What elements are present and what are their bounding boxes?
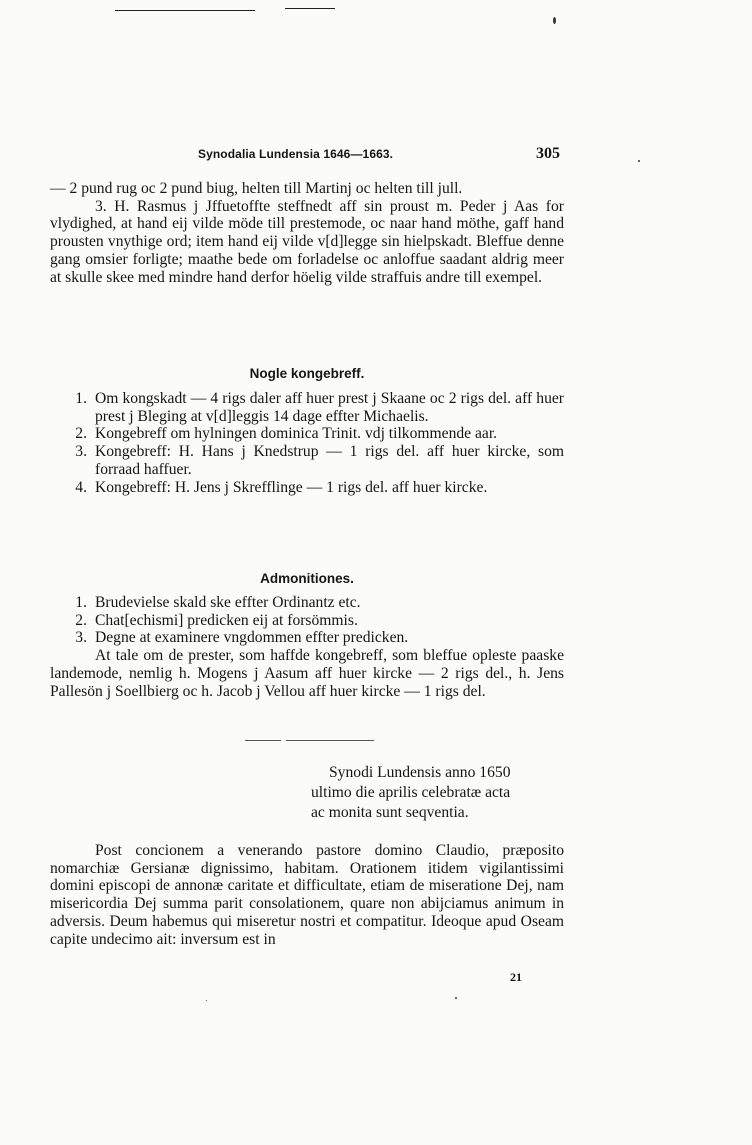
kongebreff-list [50, 390, 564, 496]
admonitiones-list [50, 594, 564, 700]
item-text: Chat[echismi] predicken eij at forsömmis. [95, 611, 358, 629]
opening-paragraph: — 2 pund rug oc 2 pund biug, helten till Martinj oc helten till jull. [50, 180, 463, 197]
scan-speck [638, 160, 640, 162]
synod-1650-title [311, 763, 567, 823]
item-text: Om kongskadt — 4 rigs daler aff huer prest j Skaane oc 2 rigs del. aff huer prest j Bleging at v[d]leggis 14 dage effter Michaelis. [95, 390, 564, 425]
item-number: 3. [75, 443, 87, 461]
list-item [50, 612, 564, 630]
synod-title-line: Synodi Lundensis anno 1650 [329, 764, 511, 781]
list-item [50, 594, 564, 612]
running-title: Synodalia Lundensia 1646—1663. [198, 147, 394, 161]
list-item [50, 629, 564, 647]
scan-speck [455, 997, 457, 999]
scan-speck [206, 1000, 207, 1001]
synod-title-line: ultimo die aprilis celebratæ acta [311, 784, 511, 801]
scan-artifact-line [285, 8, 335, 9]
item-text: Brudevielse skald ske effter Ordinantz etc. [95, 594, 361, 611]
item-number: 2. [75, 611, 87, 629]
admonitiones-heading: Admonitiones. [260, 571, 354, 586]
page-number: 305 [536, 145, 560, 162]
item-text: Kongebreff: H. Jens j Skrefflinge — 1 rigs del. aff huer kircke. [95, 478, 488, 496]
list-item [50, 479, 564, 497]
admonitiones-closing: At tale om de prester, som haffde kongebreff, som bleffue opleste paaske landemode, nemlig h. Mogens j Aasum aff huer kircke — 2 rigs del., h. Jens Pallesön j Soellbierg oc h. Jacob j Vellou aff huer kircke — 1 rigs del. [50, 647, 564, 700]
item3-paragraph: 3. H. Rasmus j Jffuetoffte steffnedt aff sin proust m. Peder j Aas for vlydighed, at hand eij vilde möde till prestemode, oc naar hand möthe, gaff hand prousten vnythige ord; item hand eij vilde v[d]legge sin hielpskadt. Bleffue denne gang omsier forligte; maathe bede om forladelse oc anloffue saadant aldrig meer at skulle skee med mindre hand derfor höelig vilde straffuis andre till exempel. [50, 197, 564, 286]
list-item [50, 390, 564, 425]
section-divider [245, 740, 281, 741]
scan-speck [553, 17, 556, 24]
synod-1650-text [50, 842, 564, 948]
text-block-top [50, 180, 564, 286]
section-divider [286, 740, 374, 741]
list-item [50, 425, 564, 443]
kongebreff-heading: Nogle kongebreff. [249, 366, 365, 381]
item-text: Degne at examinere vngdommen effter predicken. [95, 629, 409, 647]
list-item [50, 443, 564, 478]
signature-mark: 21 [510, 970, 522, 984]
item-text: Kongebreff om hylningen dominica Trinit. vdj tilkommende aar. [95, 425, 498, 443]
item-number: 1. [75, 594, 87, 611]
item-number: 2. [75, 425, 87, 443]
synod-1650-paragraph: Post concionem a venerando pastore domino Claudio, præposito nomarchiæ Gersianæ dignissimo, habitam. Orationem itidem vigilantissimi domini episcopi de annonæ caritate et difficultate, etiam de miseratione Dej, nam misericordia Dej summa parit consolationem, quare non abijciamus animum in adversis. Deum habemus qui miseretur nostri et compatitur. Ideoque apud Oseam capite undecimo ait: inversum est in [50, 842, 564, 948]
item-number: 3. [75, 629, 87, 647]
scan-artifact-line [115, 10, 255, 11]
item-text: Kongebreff: H. Hans j Knedstrup — 1 rigs del. aff huer kircke, som forraad haffuer. [95, 443, 564, 478]
item-number: 1. [75, 390, 87, 407]
item-number: 4. [75, 478, 87, 496]
synod-title-line: ac monita sunt seqventia. [311, 804, 469, 821]
